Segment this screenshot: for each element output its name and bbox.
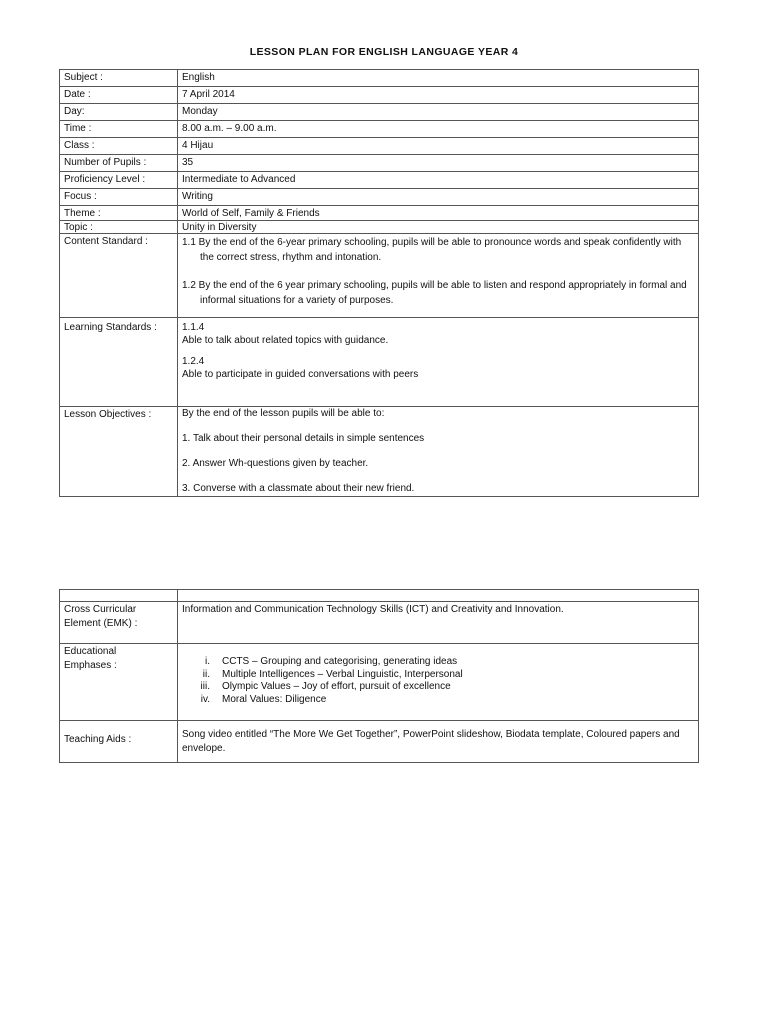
content-standard-2: 1.2 By the end of the 6 year primary schooling, pupils will be able to listen and respond appropriately in formal and informal situations for a variety of purposes. (182, 280, 687, 306)
row-educational-emphases (60, 644, 699, 721)
row-learning-standards (60, 318, 699, 407)
row-pupils (60, 155, 699, 172)
empty-value-cell (178, 590, 699, 602)
row-lesson-objectives (60, 407, 699, 497)
teaching-aids-label: Teaching Aids : (60, 721, 178, 763)
emphasis-item (182, 694, 694, 707)
page-title: LESSON PLAN FOR ENGLISH LANGUAGE YEAR 4 (249, 46, 519, 58)
lesson-objectives-value (178, 407, 699, 497)
spacer (182, 265, 694, 278)
emphasis-item (182, 681, 694, 694)
row-empty (60, 590, 699, 602)
lesson-details-table (59, 69, 699, 497)
row-class (60, 138, 699, 155)
learning-standard-code-1: 1.1.4 (182, 322, 205, 333)
row-teaching-aids (60, 721, 699, 763)
lesson-objective-2: 2. Answer Wh-questions given by teacher. (182, 458, 369, 469)
emphasis-number: ii. (202, 668, 210, 680)
row-time (60, 121, 699, 138)
lesson-elements-table (59, 589, 699, 763)
lesson-objective-3: 3. Converse with a classmate about their new friend. (182, 483, 415, 494)
time-value: 8.00 a.m. – 9.00 a.m. (178, 121, 699, 138)
day-value: Monday (178, 104, 699, 121)
pupils-value: 35 (178, 155, 699, 172)
learning-standard-text-2: Able to participate in guided conversations with peers (182, 369, 419, 380)
emphasis-text: Olympic Values – Joy of effort, pursuit of excellence (222, 681, 451, 692)
empty-label-cell (60, 590, 178, 602)
row-content-standard (60, 234, 699, 318)
emphasis-text: CCTS – Grouping and categorising, generating ideas (222, 656, 458, 667)
emphasis-number: iv. (200, 693, 210, 705)
row-cross-curricular (60, 602, 699, 644)
spacer (182, 421, 694, 434)
emphasis-number: i. (205, 656, 210, 667)
teaching-aids-value: Song video entitled “The More We Get Together”, PowerPoint slideshow, Biodata template, Coloured papers and envelope. (178, 721, 699, 763)
row-subject (60, 70, 699, 87)
emphasis-number: iii. (200, 681, 210, 692)
theme-label: Theme : (60, 206, 178, 221)
focus-value: Writing (178, 189, 699, 206)
learning-standard-code-2: 1.2.4 (182, 356, 205, 367)
day-label: Day: (60, 104, 178, 121)
subject-label: Subject : (60, 70, 178, 87)
educational-emphases-label-line1: Educational (64, 646, 117, 657)
spacer (182, 471, 694, 484)
row-date (60, 87, 699, 104)
cross-curricular-value: Information and Communication Technology Skills (ICT) and Creativity and Innovation. (178, 602, 699, 644)
topic-value: Unity in Diversity (178, 221, 699, 234)
cross-curricular-label (60, 602, 178, 644)
time-label: Time : (60, 121, 178, 138)
learning-standards-value (178, 318, 699, 407)
educational-emphases-label (60, 644, 178, 721)
row-theme (60, 206, 699, 221)
content-standard-label: Content Standard : (60, 234, 178, 318)
emphasis-item (182, 669, 694, 682)
topic-label: Topic : (60, 221, 178, 234)
row-proficiency (60, 172, 699, 189)
focus-label: Focus : (60, 189, 178, 206)
content-standard-value (178, 234, 699, 318)
date-label: Date : (60, 87, 178, 104)
learning-standard-text-1: Able to talk about related topics with guidance. (182, 335, 389, 346)
subject-value: English (178, 70, 699, 87)
spacer (182, 347, 694, 355)
class-label: Class : (60, 138, 178, 155)
learning-standards-label: Learning Standards : (60, 318, 178, 407)
lesson-objectives-label: Lesson Objectives : (60, 407, 178, 497)
lesson-objective-1: 1. Talk about their personal details in simple sentences (182, 433, 425, 444)
emphasis-text: Moral Values: Diligence (222, 693, 327, 705)
proficiency-value: Intermediate to Advanced (178, 172, 699, 189)
date-value: 7 April 2014 (178, 87, 699, 104)
proficiency-label: Proficiency Level : (60, 172, 178, 189)
row-topic (60, 221, 699, 234)
emphases-list (182, 656, 694, 706)
pupils-label: Number of Pupils : (60, 155, 178, 172)
cross-curricular-label-line2: Element (EMK) : (64, 618, 138, 629)
emphasis-text: Multiple Intelligences – Verbal Linguistic, Interpersonal (222, 668, 463, 680)
emphasis-item (182, 656, 694, 669)
cross-curricular-label-line1: Cross Curricular (64, 604, 137, 615)
lesson-objectives-intro: By the end of the lesson pupils will be able to: (182, 408, 385, 419)
theme-value: World of Self, Family & Friends (178, 206, 699, 221)
educational-emphases-label-line2: Emphases : (64, 660, 117, 671)
content-standard-1: 1.1 By the end of the 6-year primary schooling, pupils will be able to pronounce words and speak confidently with the correct stress, rhythm and intonation. (182, 237, 682, 263)
row-focus (60, 189, 699, 206)
class-value: 4 Hijau (178, 138, 699, 155)
educational-emphases-value (178, 644, 699, 721)
row-day (60, 104, 699, 121)
spacer (182, 446, 694, 459)
